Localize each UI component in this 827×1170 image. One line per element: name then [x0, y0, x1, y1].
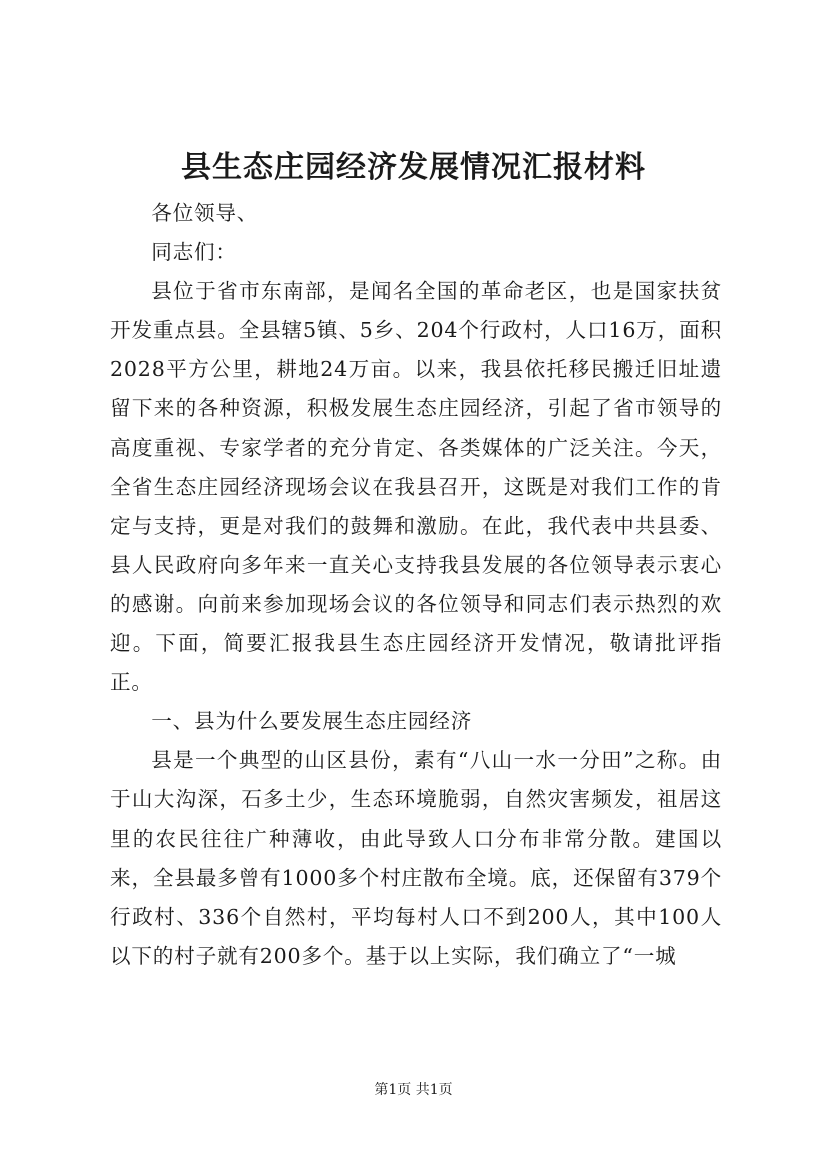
- intro-paragraph: 县位于省市东南部，是闻名全国的革命老区，也是国家扶贫开发重点县。全县辖5镇、5乡、204个行政村，人口16万，面积2028平方公里，耕地24万亩。以来，我县依托移民搬迁旧址遗留下来的各种资源，积极发展生态庄园经济，引起了省市领导的高度重视、专家学者的充分肯定、各类媒体的广泛关注。今天，全省生态庄园经济现场会议在我县召开，这既是对我们工作的肯定与支持，更是对我们的鼓舞和激励。在此，我代表中共县委、县人民政府向多年来一直关心支持我县发展的各位领导表示衷心的感谢。向前来参加现场会议的各位领导和同志们表示热烈的欢迎。下面，简要汇报我县生态庄园经济开发情况，敬请批评指正。: [110, 279, 722, 695]
- salutation-comrades: 同志们：: [151, 240, 237, 265]
- document-title: 县生态庄园经济发展情况汇报材料: [181, 150, 646, 185]
- section-heading-1: 一、县为什么要发展生态庄园经济: [151, 709, 473, 734]
- salutation-leaders: 各位领导、: [151, 201, 259, 225]
- document-body: [110, 194, 722, 976]
- section-1-paragraph: 县是一个典型的山区县份，素有“八山一水一分田”之称。由于山大沟深，石多土少，生态环境脆弱，自然灾害频发，祖居这里的农民往往广种薄收，由此导致人口分布非常分散。建国以来，全县最多曾有1000多个村庄散布全境。底，还保留有379个行政村、336个自然村，平均每村人口不到200人，其中100人以下的村子就有200多个。基于以上实际，我们确立了“一城: [110, 748, 722, 968]
- page-number-footer: 第1页 共1页: [374, 1082, 453, 1098]
